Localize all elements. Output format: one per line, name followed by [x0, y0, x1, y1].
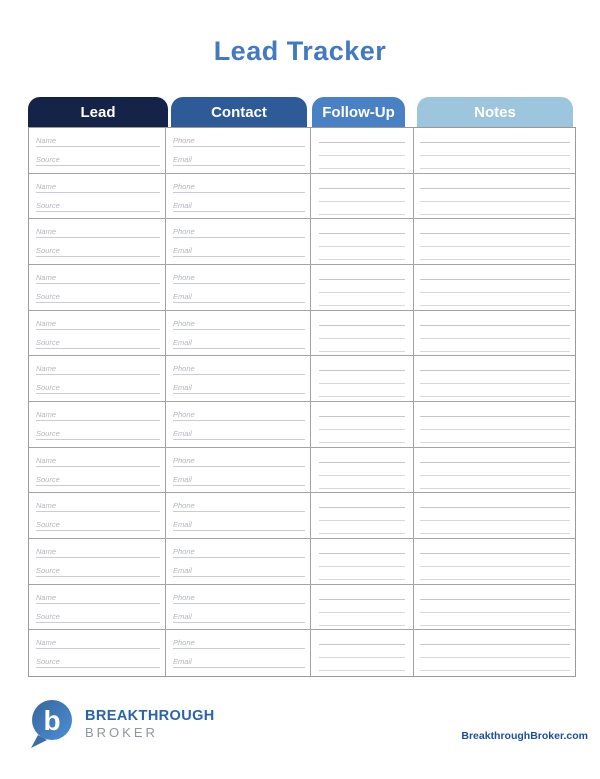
notes-cell	[414, 585, 575, 631]
email-field-line: Email	[173, 428, 305, 440]
notes-cell	[414, 128, 575, 174]
name-field-line: Name	[36, 318, 160, 330]
name-field-line: Name	[36, 135, 160, 147]
phone-field-line: Phone	[173, 546, 305, 558]
notes-cell	[414, 448, 575, 494]
website-link[interactable]: BreakthroughBroker.com	[461, 730, 588, 742]
name-field-line: Name	[36, 272, 160, 284]
source-field-line: Source	[36, 474, 160, 486]
blank-write-line	[420, 475, 570, 476]
blank-write-line	[319, 259, 405, 260]
blank-write-line	[420, 520, 570, 521]
notes-cell	[414, 539, 575, 585]
followup-cell	[311, 219, 414, 265]
contact-cell	[166, 265, 311, 311]
blank-write-line	[420, 305, 570, 306]
blank-write-line	[420, 579, 570, 580]
lead-cell	[29, 311, 166, 357]
lead-cell	[29, 174, 166, 220]
source-field-line: Source	[36, 291, 160, 303]
blank-write-line	[420, 416, 570, 417]
email-field-line: Email	[173, 565, 305, 577]
blank-write-line	[319, 351, 405, 352]
column-header-notes: Notes	[417, 97, 573, 127]
followup-cell	[311, 630, 414, 676]
phone-field-line: Phone	[173, 135, 305, 147]
contact-cell	[166, 219, 311, 265]
blank-write-line	[420, 168, 570, 169]
source-field-line: Source	[36, 565, 160, 577]
blank-write-line	[319, 429, 405, 430]
name-field-line: Name	[36, 637, 160, 649]
lead-cell	[29, 356, 166, 402]
source-field-line: Source	[36, 382, 160, 394]
followup-cell	[311, 402, 414, 448]
blank-write-line	[420, 657, 570, 658]
lead-cell	[29, 539, 166, 585]
contact-cell	[166, 539, 311, 585]
column-header-follow-up: Follow-Up	[312, 97, 405, 127]
blank-write-line	[319, 233, 405, 234]
name-field-line: Name	[36, 546, 160, 558]
source-field-line: Source	[36, 519, 160, 531]
blank-write-line	[319, 155, 405, 156]
contact-cell	[166, 493, 311, 539]
contact-cell	[166, 630, 311, 676]
blank-write-line	[420, 292, 570, 293]
breakthrough-broker-logo	[28, 699, 215, 749]
blank-write-line	[420, 429, 570, 430]
blank-write-line	[420, 155, 570, 156]
followup-cell	[311, 448, 414, 494]
name-field-line: Name	[36, 226, 160, 238]
blank-write-line	[420, 462, 570, 463]
notes-cell	[414, 630, 575, 676]
name-field-line: Name	[36, 500, 160, 512]
lead-cell	[29, 630, 166, 676]
blank-write-line	[319, 644, 405, 645]
blank-write-line	[319, 475, 405, 476]
blank-write-line	[319, 599, 405, 600]
phone-field-line: Phone	[173, 637, 305, 649]
contact-cell	[166, 174, 311, 220]
contact-cell	[166, 356, 311, 402]
name-field-line: Name	[36, 409, 160, 421]
contact-cell	[166, 402, 311, 448]
blank-write-line	[420, 442, 570, 443]
phone-field-line: Phone	[173, 455, 305, 467]
blank-write-line	[319, 462, 405, 463]
notes-cell	[414, 493, 575, 539]
email-field-line: Email	[173, 474, 305, 486]
blank-write-line	[319, 579, 405, 580]
blank-write-line	[319, 383, 405, 384]
blank-write-line	[319, 325, 405, 326]
blank-write-line	[420, 612, 570, 613]
name-field-line: Name	[36, 363, 160, 375]
email-field-line: Email	[173, 245, 305, 257]
blank-write-line	[420, 142, 570, 143]
lead-cell	[29, 265, 166, 311]
blank-write-line	[420, 383, 570, 384]
lead-tracker-table	[28, 97, 576, 677]
blank-write-line	[319, 305, 405, 306]
phone-field-line: Phone	[173, 226, 305, 238]
followup-cell	[311, 493, 414, 539]
blank-write-line	[420, 188, 570, 189]
email-field-line: Email	[173, 154, 305, 166]
blank-write-line	[420, 338, 570, 339]
logo-letter: b	[43, 705, 61, 736]
notes-cell	[414, 356, 575, 402]
blank-write-line	[319, 168, 405, 169]
phone-field-line: Phone	[173, 409, 305, 421]
logo-text	[85, 708, 215, 740]
blank-write-line	[319, 279, 405, 280]
followup-cell	[311, 174, 414, 220]
blank-write-line	[420, 325, 570, 326]
lead-cell	[29, 219, 166, 265]
logo-bubble-icon	[28, 699, 74, 749]
contact-cell	[166, 585, 311, 631]
followup-cell	[311, 265, 414, 311]
blank-write-line	[319, 507, 405, 508]
blank-write-line	[319, 533, 405, 534]
blank-write-line	[319, 338, 405, 339]
email-field-line: Email	[173, 337, 305, 349]
blank-write-line	[319, 612, 405, 613]
page-title: Lead Tracker	[213, 36, 387, 66]
blank-write-line	[319, 553, 405, 554]
blank-write-line	[319, 396, 405, 397]
logo-secondary-text: BROKER	[85, 725, 158, 740]
blank-write-line	[420, 279, 570, 280]
lead-cell	[29, 493, 166, 539]
email-field-line: Email	[173, 611, 305, 623]
name-field-line: Name	[36, 592, 160, 604]
source-field-line: Source	[36, 154, 160, 166]
phone-field-line: Phone	[173, 318, 305, 330]
blank-write-line	[420, 351, 570, 352]
phone-field-line: Phone	[173, 592, 305, 604]
blank-write-line	[319, 188, 405, 189]
lead-cell	[29, 585, 166, 631]
email-field-line: Email	[173, 382, 305, 394]
phone-field-line: Phone	[173, 363, 305, 375]
column-header-lead: Lead	[28, 97, 168, 127]
blank-write-line	[420, 396, 570, 397]
notes-cell	[414, 219, 575, 265]
blank-write-line	[420, 488, 570, 489]
lead-cell	[29, 448, 166, 494]
followup-cell	[311, 128, 414, 174]
email-field-line: Email	[173, 200, 305, 212]
source-field-line: Source	[36, 337, 160, 349]
phone-field-line: Phone	[173, 500, 305, 512]
blank-write-line	[420, 553, 570, 554]
blank-write-line	[319, 520, 405, 521]
blank-write-line	[319, 488, 405, 489]
source-field-line: Source	[36, 200, 160, 212]
blank-write-line	[420, 370, 570, 371]
blank-write-line	[319, 201, 405, 202]
source-field-line: Source	[36, 611, 160, 623]
blank-write-line	[319, 442, 405, 443]
name-field-line: Name	[36, 455, 160, 467]
notes-cell	[414, 265, 575, 311]
blank-write-line	[319, 142, 405, 143]
blank-write-line	[420, 566, 570, 567]
source-field-line: Source	[36, 245, 160, 257]
blank-write-line	[420, 625, 570, 626]
notes-cell	[414, 311, 575, 357]
followup-cell	[311, 585, 414, 631]
blank-write-line	[319, 566, 405, 567]
source-field-line: Source	[36, 656, 160, 668]
phone-field-line: Phone	[173, 272, 305, 284]
email-field-line: Email	[173, 519, 305, 531]
notes-cell	[414, 402, 575, 448]
blank-write-line	[319, 292, 405, 293]
lead-cell	[29, 402, 166, 448]
column-header-contact: Contact	[171, 97, 307, 127]
contact-cell	[166, 128, 311, 174]
blank-write-line	[420, 246, 570, 247]
blank-write-line	[420, 670, 570, 671]
phone-field-line: Phone	[173, 181, 305, 193]
blank-write-line	[420, 644, 570, 645]
contact-cell	[166, 311, 311, 357]
blank-write-line	[420, 201, 570, 202]
blank-write-line	[420, 233, 570, 234]
followup-cell	[311, 539, 414, 585]
email-field-line: Email	[173, 291, 305, 303]
contact-cell	[166, 448, 311, 494]
blank-write-line	[420, 259, 570, 260]
lead-cell	[29, 128, 166, 174]
table-body	[28, 127, 576, 677]
blank-write-line	[420, 214, 570, 215]
blank-write-line	[319, 370, 405, 371]
blank-write-line	[319, 657, 405, 658]
blank-write-line	[319, 416, 405, 417]
blank-write-line	[420, 533, 570, 534]
blank-write-line	[319, 670, 405, 671]
blank-write-line	[420, 599, 570, 600]
logo-primary-text: BREAKTHROUGH	[85, 708, 215, 724]
name-field-line: Name	[36, 181, 160, 193]
source-field-line: Source	[36, 428, 160, 440]
blank-write-line	[319, 214, 405, 215]
followup-cell	[311, 356, 414, 402]
email-field-line: Email	[173, 656, 305, 668]
notes-cell	[414, 174, 575, 220]
followup-cell	[311, 311, 414, 357]
blank-write-line	[420, 507, 570, 508]
blank-write-line	[319, 625, 405, 626]
blank-write-line	[319, 246, 405, 247]
